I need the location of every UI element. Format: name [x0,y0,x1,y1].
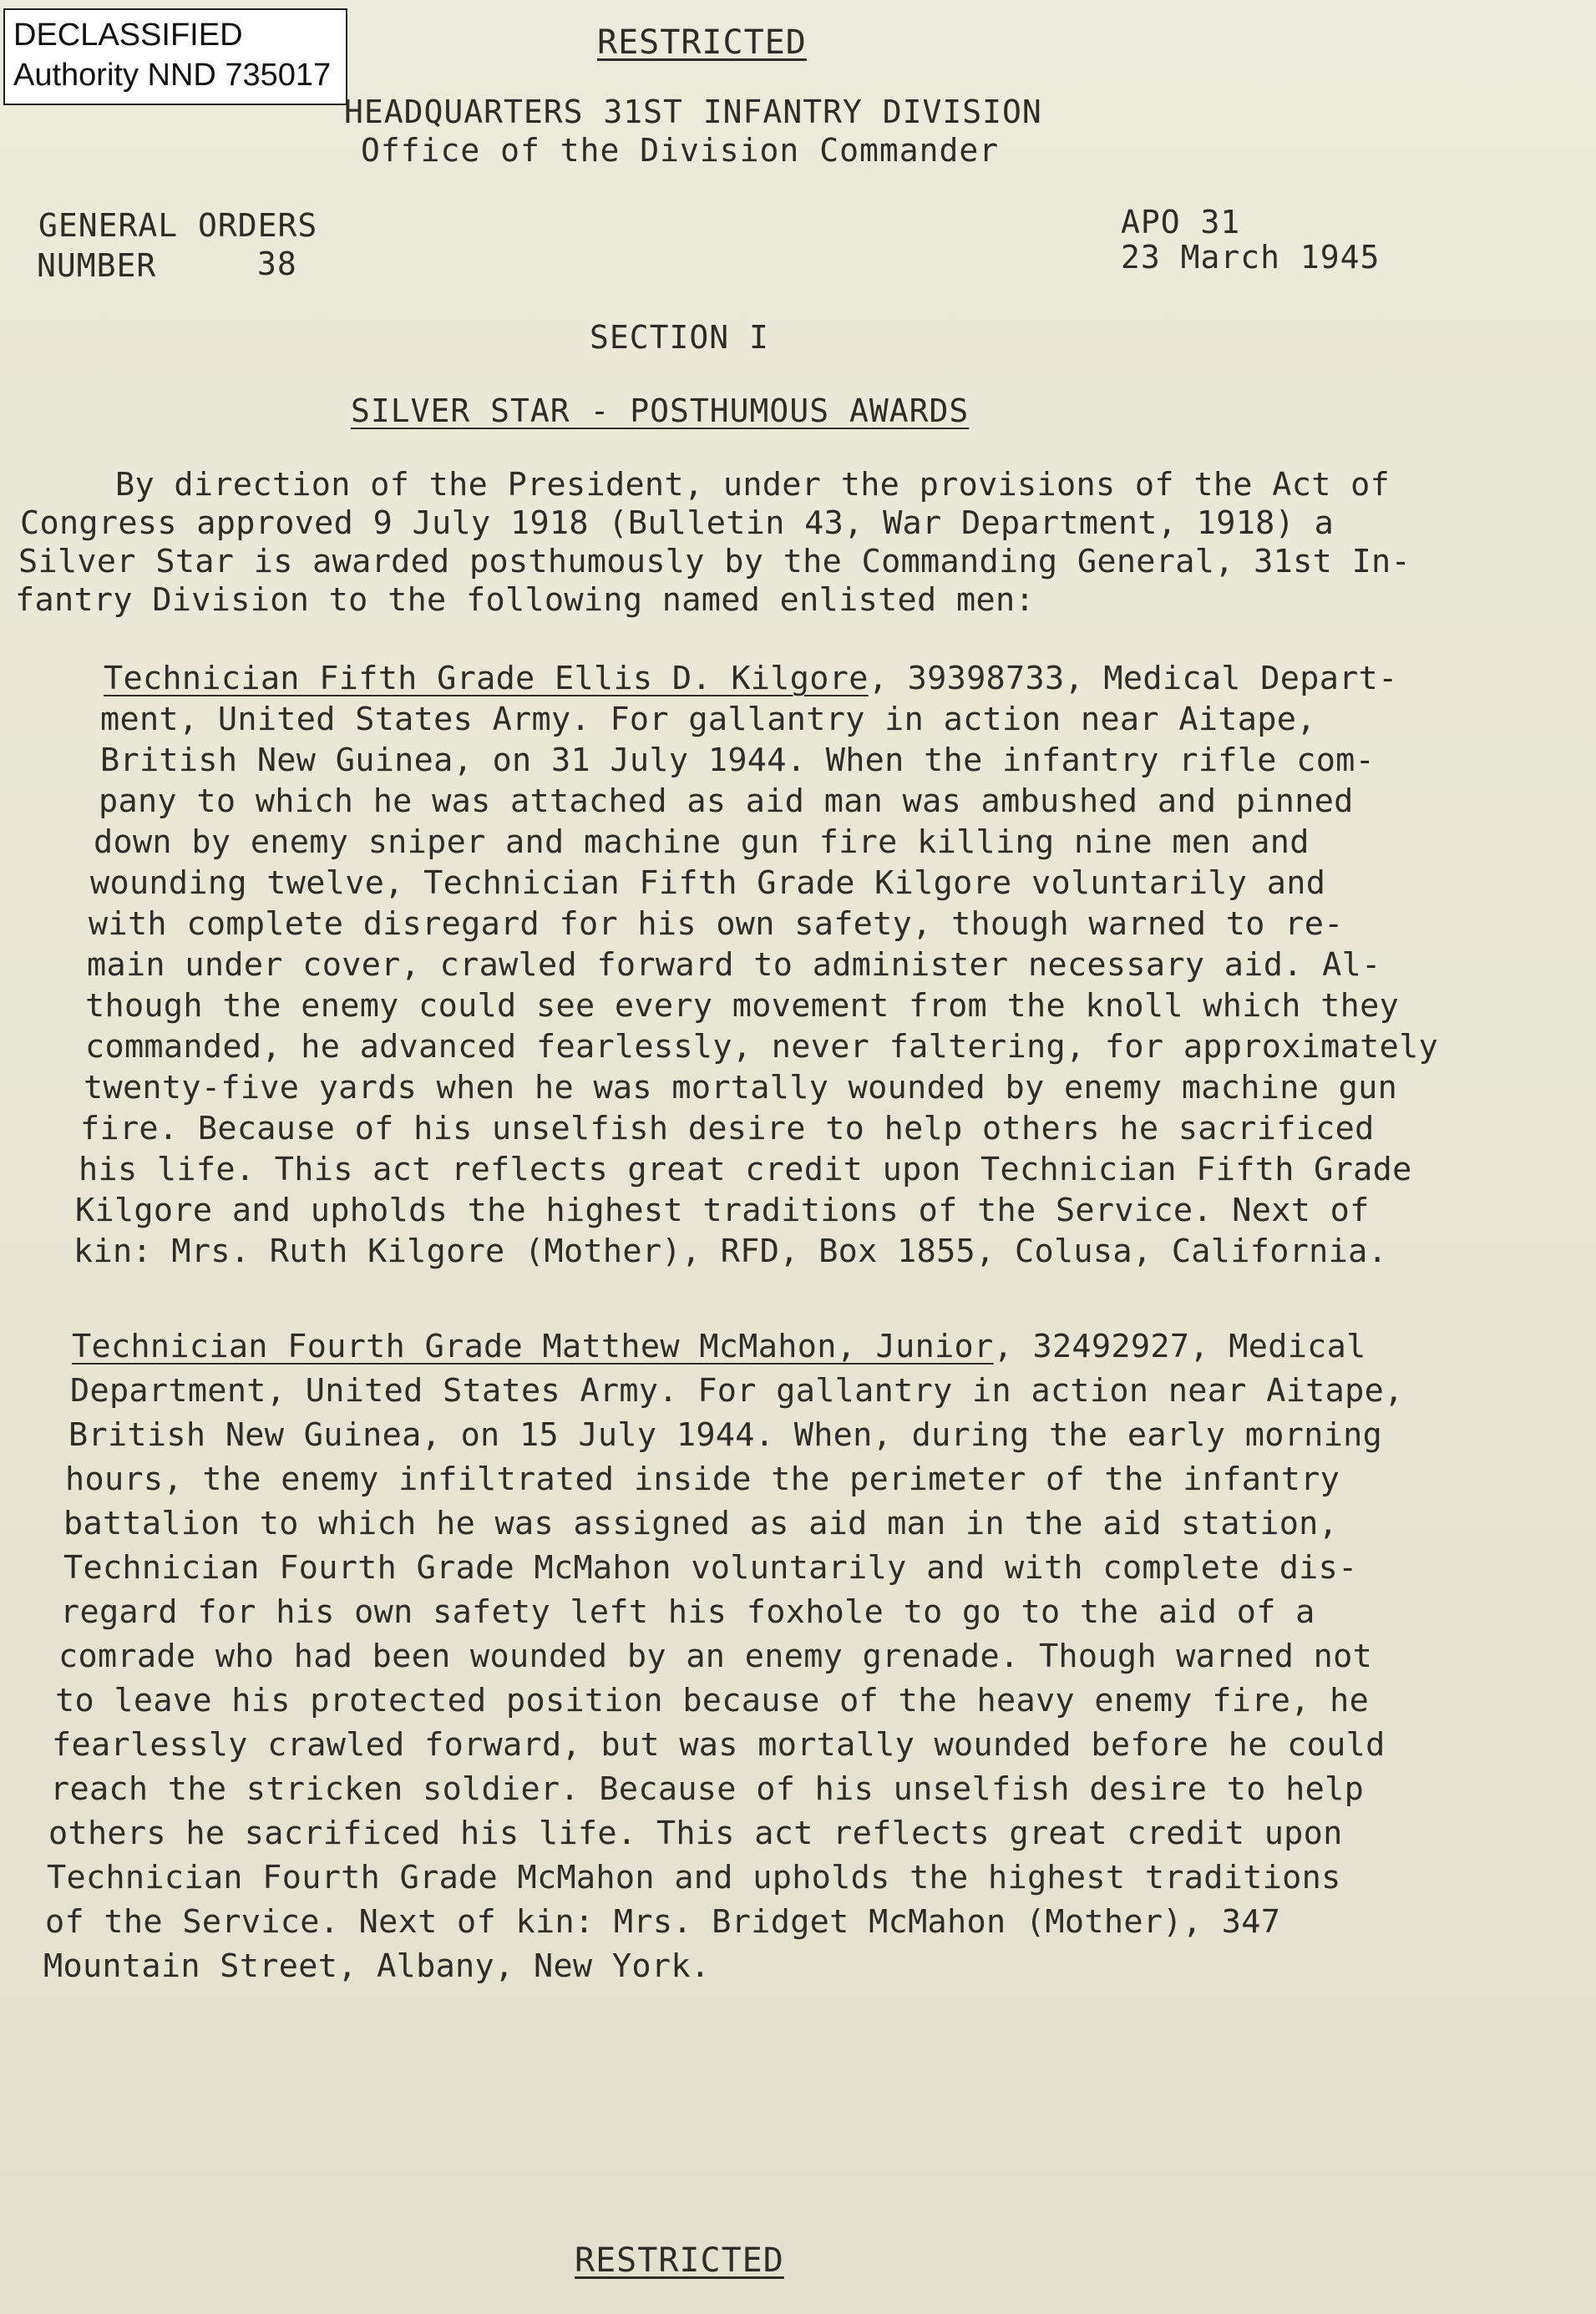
number-label: NUMBER [37,247,157,284]
intro-line: fantry Division to the following named enlisted men: [15,581,1035,619]
section-subject: SILVER STAR - POSTHUMOUS AWARDS [351,392,970,429]
citation-line: Technician Fourth Grade McMahon voluntarily and with complete dis- [63,1549,1358,1587]
citation-line: wounding twelve, Technician Fifth Grade Kilgore voluntarily and [90,864,1326,902]
citation-line: main under cover, crawled forward to administer necessary aid. Al- [87,946,1381,984]
citation-line: British New Guinea, on 15 July 1944. When, during the early morning [68,1416,1383,1454]
order-number: 38 [257,246,297,282]
citation-line: though the enemy could see every movement from the knoll which they [85,987,1400,1025]
classification-top: RESTRICTED [597,23,807,62]
intro-line: Congress approved 9 July 1918 (Bulletin 43, War Department, 1918) a [20,504,1335,542]
apo-number: APO 31 [1121,204,1241,241]
declassified-stamp [3,8,347,105]
order-date: 23 March 1945 [1121,239,1381,276]
citation-first-line [104,660,1398,697]
citation-line: with complete disregard for his own safety, though warned to re- [89,905,1344,943]
citation-line: fearlessly crawled forward, but was mortally wounded before he could [52,1726,1386,1764]
recipient-name: Technician Fourth Grade Matthew McMahon, Junior [72,1328,994,1365]
citation-line: British New Guinea, on 31 July 1944. When the infantry rifle com- [100,742,1376,779]
intro-line: By direction of the President, under the provisions of the Act of [115,466,1391,504]
citation-line: Department, United States Army. For gallantry in action near Aitape, [70,1372,1404,1410]
citation-line: regard for his own safety left his foxhole to go to the aid of a [60,1593,1315,1631]
citation-line: comrade who had been wounded by an enemy grenade. Though warned not [58,1638,1373,1675]
citation-line: commanded, he advanced fearlessly, never faltering, for approximately [85,1028,1439,1066]
citation-line: to leave his protected position because of the heavy enemy fire, he [55,1682,1370,1719]
citation-line: pany to which he was attached as aid man was ambushed and pinned [99,782,1354,820]
citation-line: down by enemy sniper and machine gun fire killing nine men and [94,823,1310,861]
citation-line: others he sacrificed his life. This act reflects great credit upon [48,1815,1343,1852]
citation-line: Kilgore and upholds the highest traditions of the Service. Next of [75,1192,1370,1229]
citation-first-rest: , 39398733, Medical Depart- [868,660,1398,697]
citation-line: reach the stricken soldier. Because of his unselfish desire to help [50,1770,1365,1808]
citation-line: hours, the enemy infiltrated inside the perimeter of the infantry [65,1461,1340,1498]
citation-line: Mountain Street, Albany, New York. [43,1947,711,1985]
intro-line: Silver Star is awarded posthumously by the Commanding General, 31st In- [18,543,1411,580]
declassified-authority: Authority NND 735017 [13,58,332,93]
citation-line: battalion to which he was assigned as aid man in the aid station, [63,1505,1339,1542]
citation-line: kin: Mrs. Ruth Kilgore (Mother), RFD, Box 1855, Colusa, California. [73,1233,1388,1270]
citation-line: fire. Because of his unselfish desire to help others he sacrificed [80,1110,1375,1147]
citation-first-line [72,1328,1366,1365]
office-heading: Office of the Division Commander [361,132,1000,169]
citation-first-rest: , 32492927, Medical [993,1328,1366,1365]
citation-line: his life. This act reflects great credit upon Technician Fifth Grade [79,1151,1412,1188]
unit-heading: HEADQUARTERS 31ST INFANTRY DIVISION [344,94,1042,130]
recipient-name: Technician Fifth Grade Ellis D. Kilgore [104,660,869,697]
classification-bottom: RESTRICTED [575,2241,784,2280]
citation-line: Technician Fourth Grade McMahon and upholds the highest traditions [47,1859,1341,1896]
general-orders-label: GENERAL ORDERS [38,207,318,244]
section-title: SECTION I [590,319,769,356]
citation-line: twenty-five yards when he was mortally wounded by enemy machine gun [84,1069,1398,1106]
declassified-label: DECLASSIFIED [13,18,243,53]
citation-line: ment, United States Army. For gallantry in action near Aitape, [100,701,1316,738]
citation-line: of the Service. Next of kin: Mrs. Bridget McMahon (Mother), 347 [45,1903,1281,1941]
